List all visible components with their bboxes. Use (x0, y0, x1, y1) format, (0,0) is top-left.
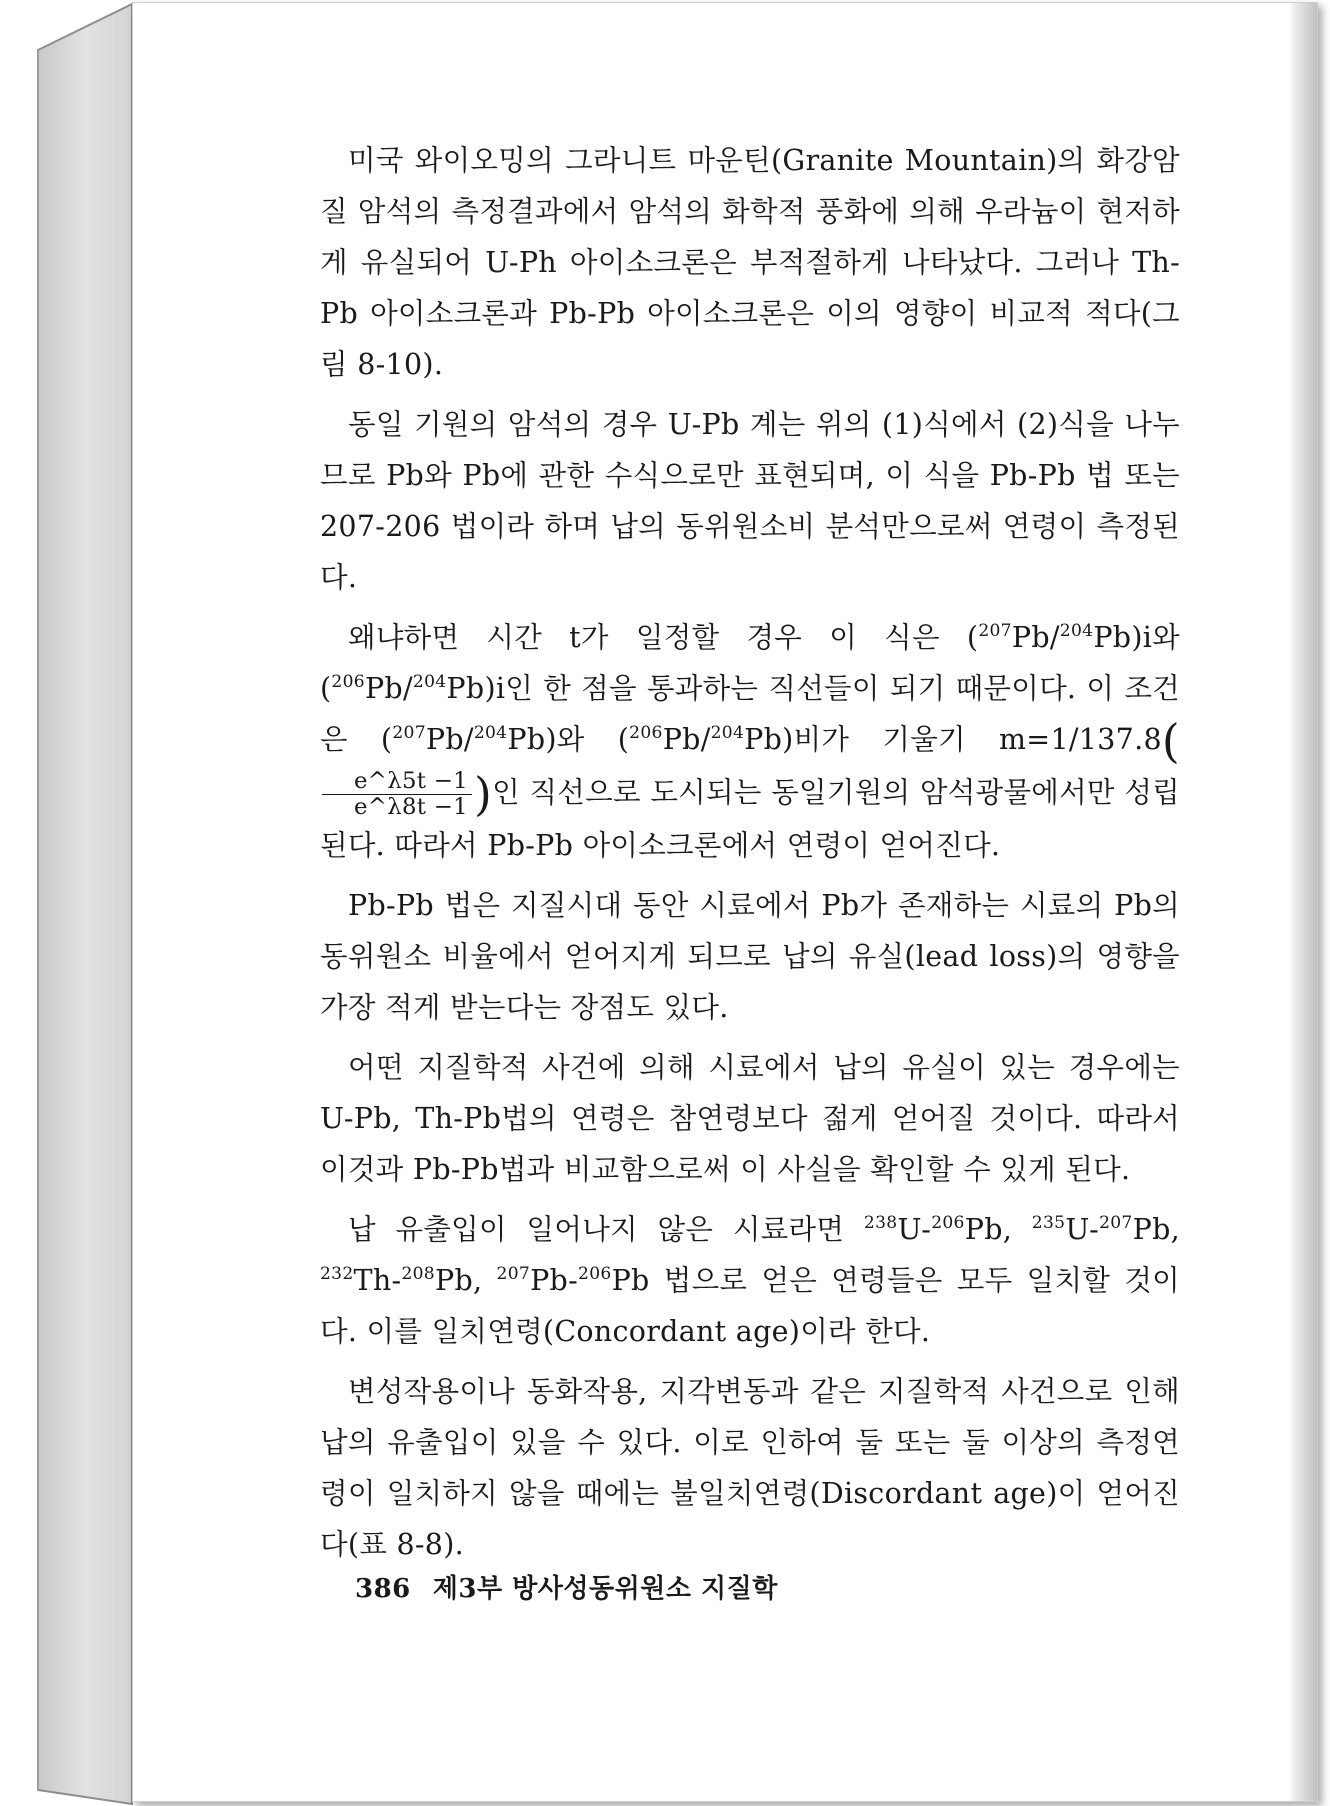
superscript: 204 (1059, 620, 1094, 641)
paragraph-5: 어떤 지질학적 사건에 의해 시료에서 납의 유실이 있는 경우에는 U-Pb, Th-Pb법의 연령은 참연령보다 젊게 얻어질 것이다. 따라서 이것과 Pb-Pb법과 비교함으로써 이 사실을 확인할 수 있게 된다. (320, 1051, 1180, 1187)
text-segment: Pb)비가 기울기 m=1/137.8 (744, 723, 1162, 756)
superscript: 207 (392, 722, 426, 743)
paragraph-3 (320, 612, 1180, 871)
text-segment: 납 유출입이 일어나지 않은 시료라면 (348, 1213, 864, 1247)
superscript: 238 (863, 1212, 898, 1233)
text-segment: Pb 법으로 얻은 연령들은 모두 일치할 것이다. 이를 일치연령(Concordant age)이라 한다. (320, 1264, 1180, 1349)
text-segment: 인 직선으로 도시되는 동일기원의 암석광물에서만 성립된다. 따라서 Pb-Pb 아이소크론에서 연령이 얻어진다. (320, 776, 1180, 863)
superscript: 232 (320, 1263, 354, 1284)
open-paren: ( (1161, 715, 1180, 768)
text-segment: Th- (353, 1264, 402, 1298)
text-segment: Pb, (1132, 1213, 1180, 1247)
superscript: 207 (978, 620, 1012, 641)
text-segment: U- (897, 1213, 932, 1247)
text-segment: 왜냐하면 시간 t가 일정할 경우 이 식은 ( (348, 621, 979, 654)
paragraph-4: Pb-Pb 법은 지질시대 동안 시료에서 Pb가 존재하는 시료의 Pb의 동위원소 비율에서 얻어지게 되므로 납의 유실(lead loss)의 영향을 가장 적게 받는다는 장점도 있다. (320, 889, 1180, 1025)
page-footer (355, 1568, 778, 1605)
superscript: 207 (1099, 1212, 1133, 1233)
text-segment: Pb- (530, 1264, 579, 1298)
paragraph-1: 미국 와이오밍의 그라니트 마운틴(Granite Mountain)의 화강암질 암석의 측정결과에서 암석의 화학적 풍화에 의해 우라늄이 현저하게 유실되어 U-Ph 아이소크론은 부적절하게 나타났다. 그러나 Th-Pb 아이소크론과 Pb-Pb 아이소크론은 이의 영향이 비교적 적다(그림 8-10). (320, 144, 1180, 381)
slope-fraction (322, 769, 472, 820)
text-segment: Pb/ (364, 672, 413, 705)
text-segment: Pb/ (425, 723, 474, 756)
text-segment: Pb)i인 한 점을 통과하는 직선들이 되기 때문이다. 이 조건은 ( (320, 672, 1180, 756)
superscript: 204 (412, 671, 447, 692)
book-spine-shape (0, 0, 140, 1806)
superscript: 206 (629, 722, 663, 743)
body-text (320, 135, 1180, 1579)
superscript: 207 (496, 1263, 531, 1284)
page-number: 386 (355, 1574, 411, 1604)
superscript: 204 (710, 722, 745, 743)
fraction-denominator: e^λ8t −1 (354, 794, 468, 820)
fraction-numerator: e^λ5t −1 (322, 769, 472, 795)
superscript: 206 (931, 1212, 965, 1233)
text-segment: U- (1065, 1213, 1100, 1247)
text-segment: Pb/ (662, 723, 711, 756)
page-edge-shadow (1291, 3, 1317, 1801)
superscript: 206 (331, 671, 365, 692)
paragraph-6 (320, 1204, 1180, 1357)
text-segment: Pb, (964, 1213, 1032, 1247)
book-spine (0, 0, 140, 1806)
text-segment: Pb/ (1011, 621, 1060, 654)
text-segment: Pb, (434, 1264, 497, 1298)
text-segment: Pb)와 ( (507, 723, 630, 756)
text-segment: Pb)i와 ( (320, 621, 1180, 705)
superscript: 204 (473, 722, 508, 743)
superscript: 208 (401, 1263, 435, 1284)
superscript: 235 (1031, 1212, 1066, 1233)
paragraph-7: 변성작용이나 동화작용, 지각변동과 같은 지질학적 사건으로 인해 납의 유출입이 있을 수 있다. 이로 인하여 둘 또는 둘 이상의 측정연령이 일치하지 않을 때에는 불일치연령(Discordant age)이 얻어진다(표 8-8). (320, 1375, 1180, 1562)
superscript: 206 (578, 1263, 612, 1284)
paragraph-2: 동일 기원의 암석의 경우 U-Pb 계는 위의 (1)식에서 (2)식을 나누므로 Pb와 Pb에 관한 수식으로만 표현되며, 이 식을 Pb-Pb 법 또는 207-206 법이라 하며 납의 동위원소비 분석만으로써 연령이 측정된다. (320, 408, 1180, 594)
close-paren: ) (473, 768, 493, 821)
chapter-title: 제3부 방사성동위원소 지질학 (432, 1574, 778, 1604)
